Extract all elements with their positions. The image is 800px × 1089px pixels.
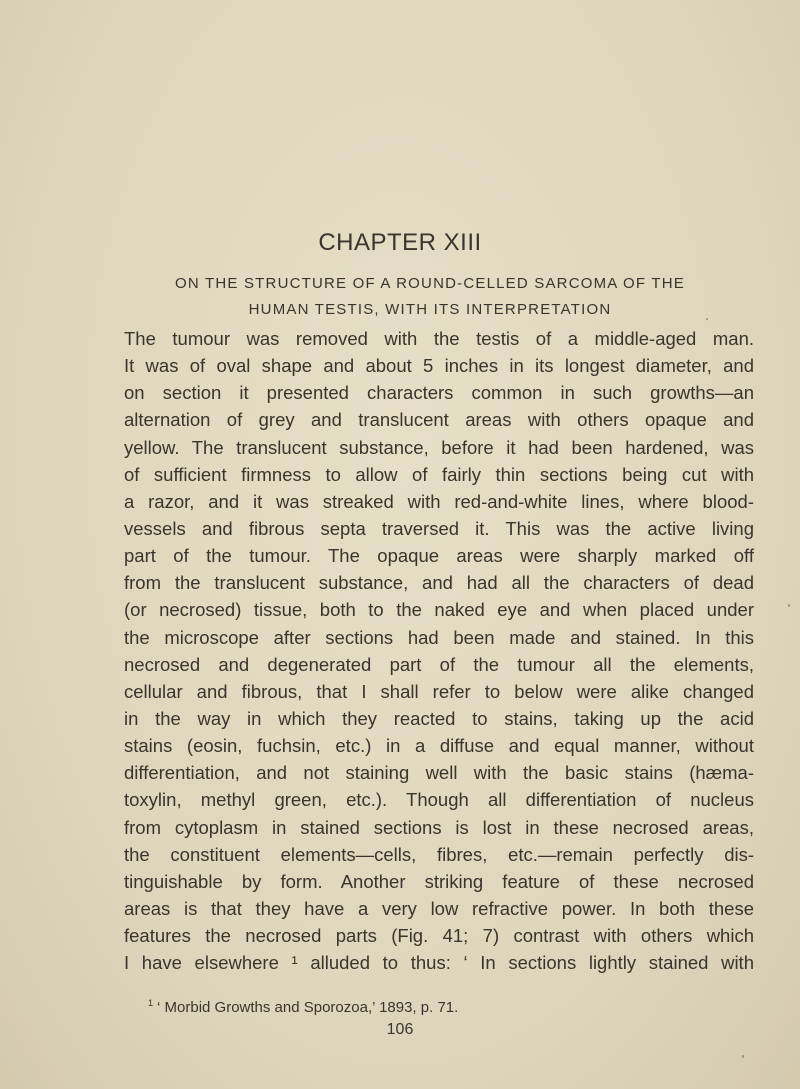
text-line: on section it presented characters common in such growths—an xyxy=(124,382,754,404)
text-line: yellow. The translucent substance, before it had been hardened, was xyxy=(124,436,754,458)
text-line: features the necrosed parts (Fig. 41; 7) contrast with others which xyxy=(124,925,754,947)
chapter-title: CHAPTER XIII xyxy=(318,229,482,256)
text-line: the microscope after sections had been made and stained. In this xyxy=(124,626,754,648)
footnote-marker: 1 xyxy=(148,998,154,1008)
text-line: necrosed and degenerated part of the tumour all the elements, xyxy=(124,653,754,675)
paper-speck xyxy=(706,318,708,320)
text-line: cellular and fibrous, that I shall refer to below were alike changed xyxy=(124,680,754,702)
text-line: stains (eosin, fuchsin, etc.) in a diffuse and equal manner, without xyxy=(124,735,754,757)
text-line: from the translucent substance, and had all the characters of dead xyxy=(124,572,754,594)
text-line: of sufficient firmness to allow of fairly thin sections being cut with xyxy=(124,463,754,485)
text-line: in the way in which they reacted to stains, taking up the acid xyxy=(124,707,754,729)
text-line: (or necrosed) tissue, both to the naked eye and when placed under xyxy=(124,599,754,621)
text-line: the constituent elements—cells, fibres, etc.—remain perfectly dis- xyxy=(124,843,754,865)
footnote xyxy=(148,998,458,1016)
page-number: 106 xyxy=(386,1021,414,1038)
text-line: differentiation, and not staining well with the basic stains (hæma- xyxy=(124,762,754,784)
text-line: from cytoplasm in stained sections is lost in these necrosed areas, xyxy=(124,816,754,838)
text-line: The tumour was removed with the testis of a middle-aged man. xyxy=(124,328,754,349)
chapter-subtitle-line-1: ON THE STRUCTURE OF A ROUND-CELLED SARCOMA OF THE xyxy=(175,275,685,292)
text-line: It was of oval shape and about 5 inches in its longest diameter, and xyxy=(124,355,754,377)
body-paragraph xyxy=(124,325,754,976)
text-line: toxylin, methyl green, etc.). Though all differentiation of nucleus xyxy=(124,789,754,811)
text-line: vessels and fibrous septa traversed it. This was the active living xyxy=(124,517,754,539)
paper-speck xyxy=(788,604,790,607)
text-line: areas is that they have a very low refractive power. In both these xyxy=(124,897,754,919)
footnote-text: ‘ Morbid Growths and Sporozoa,’ 1893, p. 71. xyxy=(157,999,459,1016)
text-line: a razor, and it was streaked with red-and-white lines, where blood- xyxy=(124,490,754,512)
text-line: tinguishable by form. Another striking feature of these necrosed xyxy=(124,870,754,892)
paper-speck xyxy=(742,1055,744,1058)
chapter-subtitle-line-2: HUMAN TESTIS, WITH ITS INTERPRETATION xyxy=(248,301,612,318)
text-line: part of the tumour. The opaque areas were sharply marked off xyxy=(124,545,754,567)
text-line: I have elsewhere ¹ alluded to thus: ‘ In sections lightly stained with xyxy=(124,952,754,974)
text-line: alternation of grey and translucent areas with others opaque and xyxy=(124,409,754,431)
